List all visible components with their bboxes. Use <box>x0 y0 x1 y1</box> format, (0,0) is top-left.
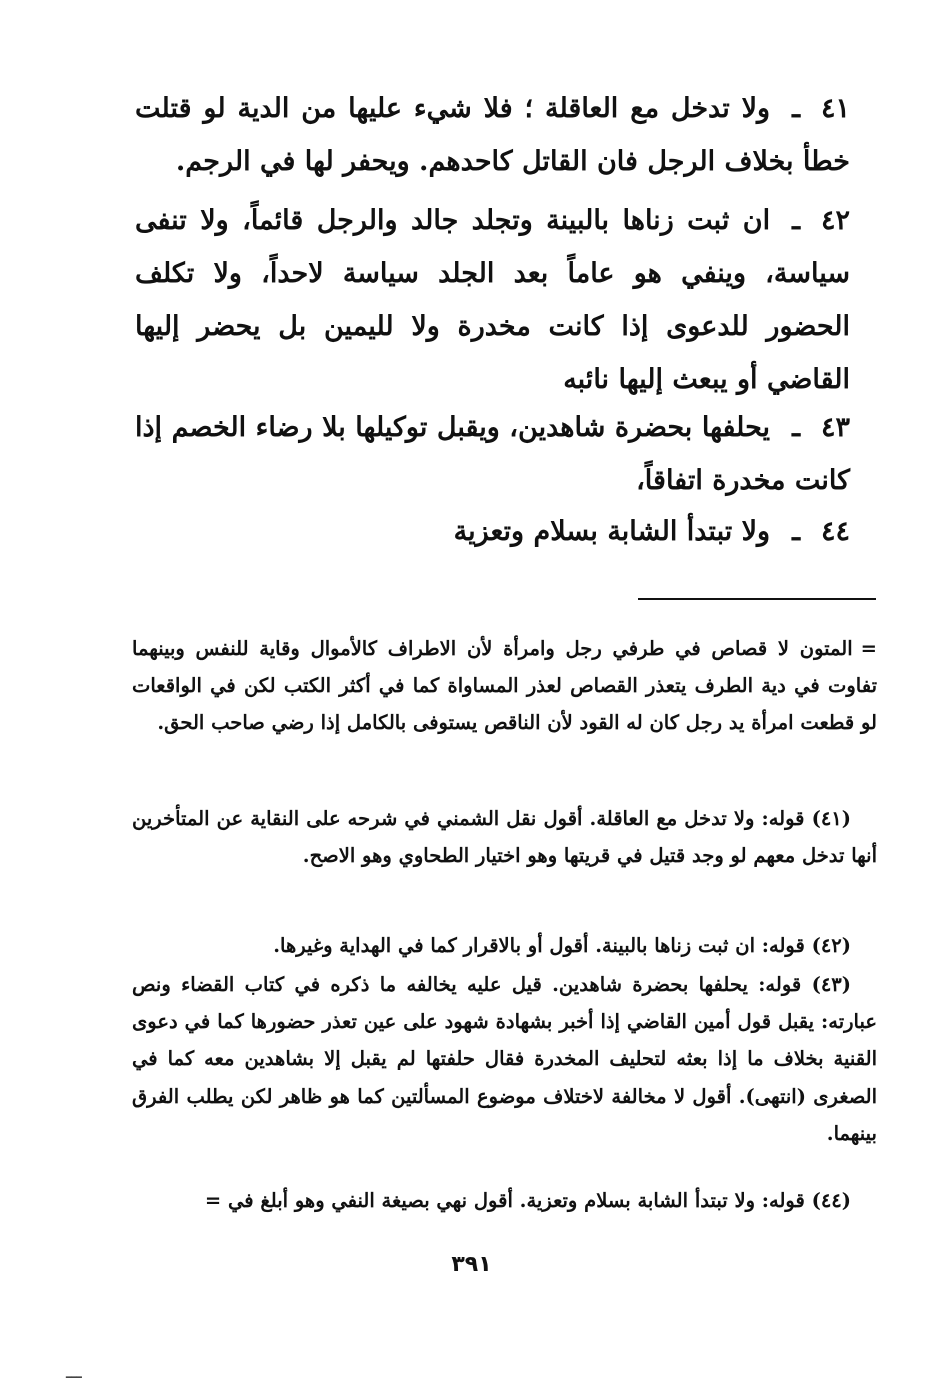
main-item-43 <box>135 401 850 507</box>
footnote-43 <box>132 966 877 1152</box>
item-text: ان ثبت زناها بالبينة وتجلد جالد والرجل قائماً، ولا تنفى سياسة، وينفي هو عاماً بعد الجلد سياسة لاحداً، ولا تكلف الحضور للدعوى إذا كانت مخدرة ولا لليمين بل يحضر إليها القاضي أو يبعث إليها نائبه <box>135 205 850 395</box>
item-dash: ـ <box>792 205 800 236</box>
corner-mark: ـــ <box>66 1362 82 1383</box>
footnote-label: قوله <box>768 1189 805 1212</box>
footnote-44 <box>132 1182 877 1219</box>
footnote-label: قوله <box>768 807 805 830</box>
item-text: يحلفها بحضرة شاهدين، ويقبل توكيلها بلا رضاء الخصم إذا كانت مخدرة اتفاقاً، <box>135 412 850 496</box>
main-item-41 <box>135 82 850 188</box>
main-item-44 <box>135 505 850 558</box>
item-dash: ـ <box>792 93 800 124</box>
continuation-mark: = <box>860 637 877 660</box>
footnote-42 <box>132 927 877 964</box>
footnote-number: (٤٤) <box>811 1189 851 1212</box>
footnote-number: (٤٣) <box>811 973 851 996</box>
item-number: ٤٤ <box>820 516 850 547</box>
item-number: ٤١ <box>820 93 850 124</box>
item-number: ٤٢ <box>820 205 850 236</box>
footnote-label: قوله <box>765 973 802 996</box>
footnote-41 <box>132 800 877 874</box>
page-number: ٣٩١ <box>451 1252 492 1277</box>
footnote-number: (٤١) <box>811 807 851 830</box>
footnote-number: (٤٢) <box>811 934 851 957</box>
item-number: ٤٣ <box>820 412 850 443</box>
footnote-text: : ولا تبتدأ الشابة بسلام وتعزية. أقول نهي بصيغة النفي وهو أبلغ في = <box>204 1189 769 1212</box>
footnote-text: : ولا تدخل مع العاقلة. أقول نقل الشمني في شرحه على النقاية عن المتأخرين أنها تدخل معهم لو وجد قتيل في قريتها وهو اختيار الطحاوي وهو الاصح. <box>132 807 877 868</box>
item-text: ولا تدخل مع العاقلة ؛ فلا شيء عليها من الدية لو قتلت خطأ بخلاف الرجل فان القاتل كاحدهم. ويحفر لها في الرجم. <box>135 93 850 177</box>
footnote-text: : ان ثبت زناها بالبينة. أقول أو بالاقرار كما في الهداية وغيرها. <box>273 934 769 957</box>
footnote-continuation <box>132 630 877 742</box>
item-dash: ـ <box>792 516 800 547</box>
footnote-text: : يحلفها بحضرة شاهدين. قيل عليه يخالفه ما ذكره في كتاب القضاء ونص عبارته: يقبل قول أمين القاضي إذا أخبر بشهادة شهود على عين تعذر حضورها كما في دعوى القنية بخلاف ما إذا بعثه لتحليف المخدرة فقال حلفتها لم يقبل إلا بشاهدين معه كما في الصغرى (انتهى). أقول لا مخالفة لاختلاف موضوع المسألتين كما هو ظاهر لكن يطلب الفرق بينهما. <box>132 973 877 1145</box>
footnote-text: المتون لا قصاص في طرفي رجل وامرأة لأن الاطراف كالأموال وقاية للنفس وبينهما تفاوت في دية الطرف يتعذر القصاص لعذر المساواة كما في أكثر الكتب لكن في الواقعات لو قطعت امرأة يد رجل كان له القود لأن الناقص يستوفى بالكامل إذا رضي صاحب الحق. <box>132 637 877 735</box>
footnote-separator <box>638 598 876 600</box>
footnote-label: قوله <box>768 934 805 957</box>
item-dash: ـ <box>792 412 800 443</box>
main-item-42 <box>135 194 850 406</box>
item-text: ولا تبتدأ الشابة بسلام وتعزية <box>453 516 771 547</box>
